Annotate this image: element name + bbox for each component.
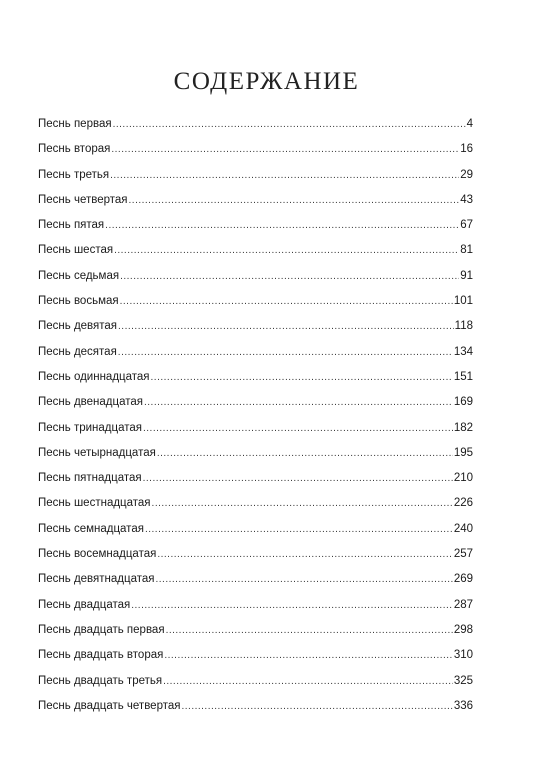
toc-entry-label: Песнь одиннадцатая xyxy=(38,370,150,383)
toc-entry[interactable] xyxy=(38,219,473,244)
toc-entry-page-number: 257 xyxy=(453,548,473,561)
dot-leader xyxy=(118,347,453,358)
toc-entry-page-number: 101 xyxy=(453,295,473,308)
toc-entry[interactable] xyxy=(38,371,473,396)
dot-leader xyxy=(163,676,453,687)
toc-entry-label: Песнь девятая xyxy=(38,320,118,333)
toc-entry[interactable] xyxy=(38,194,473,219)
toc-entry-page-number: 4 xyxy=(466,118,473,130)
toc-entry[interactable] xyxy=(38,143,473,168)
toc-entry-page-number: 336 xyxy=(453,699,473,712)
dot-leader xyxy=(105,220,459,231)
toc-entry-page-number: 298 xyxy=(453,623,473,636)
toc-entry-page-number: 151 xyxy=(453,370,473,383)
dot-leader xyxy=(120,296,453,307)
toc-entry[interactable] xyxy=(38,624,473,649)
toc-entry-label: Песнь двадцатая xyxy=(38,598,131,611)
toc-entry-label: Песнь двадцать четвертая xyxy=(38,699,181,712)
toc-entry[interactable] xyxy=(38,599,473,624)
dot-leader xyxy=(157,448,453,459)
toc-entry[interactable] xyxy=(38,700,473,725)
dot-leader xyxy=(114,245,459,256)
toc-entry-label: Песнь шестая xyxy=(38,244,114,257)
toc-entry-page-number: 134 xyxy=(453,345,473,358)
dot-leader xyxy=(143,423,453,434)
toc-entry[interactable] xyxy=(38,320,473,345)
toc-entry-label: Песнь десятая xyxy=(38,345,117,358)
toc-entry-label: Песнь четвертая xyxy=(38,193,128,206)
toc-entry-page-number: 226 xyxy=(453,497,473,510)
dot-leader xyxy=(131,600,453,611)
toc-entry-page-number: 269 xyxy=(453,573,473,586)
toc-entry[interactable] xyxy=(38,472,473,497)
toc-entry[interactable] xyxy=(38,118,473,143)
toc-entry[interactable] xyxy=(38,675,473,700)
toc-entry[interactable] xyxy=(38,270,473,295)
toc-entry-page-number: 287 xyxy=(453,598,473,611)
toc-entry-label: Песнь восьмая xyxy=(38,295,119,308)
toc-entry-page-number: 195 xyxy=(453,446,473,459)
toc-entry[interactable] xyxy=(38,497,473,522)
dot-leader xyxy=(120,271,459,282)
dot-leader xyxy=(111,144,459,155)
dot-leader xyxy=(143,473,453,484)
toc-entry-page-number: 29 xyxy=(460,168,473,181)
toc-entry[interactable] xyxy=(38,422,473,447)
toc-entry-page-number: 43 xyxy=(460,193,473,206)
toc-entry-label: Песнь девятнадцатая xyxy=(38,573,155,586)
toc-entry-page-number: 118 xyxy=(454,320,473,333)
toc-entry-page-number: 169 xyxy=(453,396,473,409)
toc-entry-label: Песнь шестнадцатая xyxy=(38,497,151,510)
dot-leader xyxy=(181,701,452,712)
dot-leader xyxy=(155,574,452,585)
dot-leader xyxy=(152,498,453,509)
toc-entry-label: Песнь третья xyxy=(38,168,110,181)
dot-leader xyxy=(110,170,459,181)
dot-leader xyxy=(144,397,453,408)
toc-entry-label: Песнь четырнадцатая xyxy=(38,446,156,459)
toc-entry-label: Песнь двенадцатая xyxy=(38,396,143,409)
toc-entry-label: Песнь первая xyxy=(38,118,112,130)
toc-entry-label: Песнь седьмая xyxy=(38,269,120,282)
toc-entry-page-number: 67 xyxy=(460,219,473,232)
dot-leader xyxy=(151,372,453,383)
toc-entry[interactable] xyxy=(38,447,473,472)
toc-entry-label: Песнь пятая xyxy=(38,219,105,232)
toc-entry[interactable] xyxy=(38,548,473,573)
toc-entry-page-number: 81 xyxy=(460,244,473,257)
toc-entry-label: Песнь тринадцатая xyxy=(38,421,142,434)
toc-entry-label: Песнь пятнадцатая xyxy=(38,472,142,485)
toc-entry-page-number: 310 xyxy=(453,649,473,662)
toc-entry-label: Песнь восемнадцатая xyxy=(38,548,157,561)
toc-entry-page-number: 182 xyxy=(453,421,473,434)
toc-entry[interactable] xyxy=(38,346,473,371)
toc-entry[interactable] xyxy=(38,169,473,194)
toc-entry[interactable] xyxy=(38,523,473,548)
toc-entry[interactable] xyxy=(38,295,473,320)
toc-entry-page-number: 325 xyxy=(453,674,473,687)
toc-entry-page-number: 16 xyxy=(460,143,473,156)
dot-leader xyxy=(129,195,460,206)
toc-entry[interactable] xyxy=(38,244,473,269)
table-of-contents xyxy=(38,118,473,725)
toc-entry-label: Песнь семнадцатая xyxy=(38,522,144,535)
toc-entry-label: Песнь двадцать вторая xyxy=(38,649,164,662)
dot-leader xyxy=(164,650,452,661)
dot-leader xyxy=(113,119,466,130)
toc-entry-page-number: 91 xyxy=(460,269,473,282)
toc-entry-label: Песнь двадцать третья xyxy=(38,674,163,687)
toc-entry[interactable] xyxy=(38,396,473,421)
toc-entry-label: Песнь вторая xyxy=(38,143,111,156)
page-title: СОДЕРЖАНИЕ xyxy=(173,68,360,95)
toc-entry-page-number: 210 xyxy=(453,472,473,485)
dot-leader xyxy=(118,321,454,332)
toc-entry-page-number: 240 xyxy=(453,522,473,535)
dot-leader xyxy=(166,625,453,636)
toc-entry[interactable] xyxy=(38,573,473,598)
dot-leader xyxy=(157,549,452,560)
toc-entry-label: Песнь двадцать первая xyxy=(38,623,165,636)
toc-entry[interactable] xyxy=(38,649,473,674)
dot-leader xyxy=(145,524,453,535)
